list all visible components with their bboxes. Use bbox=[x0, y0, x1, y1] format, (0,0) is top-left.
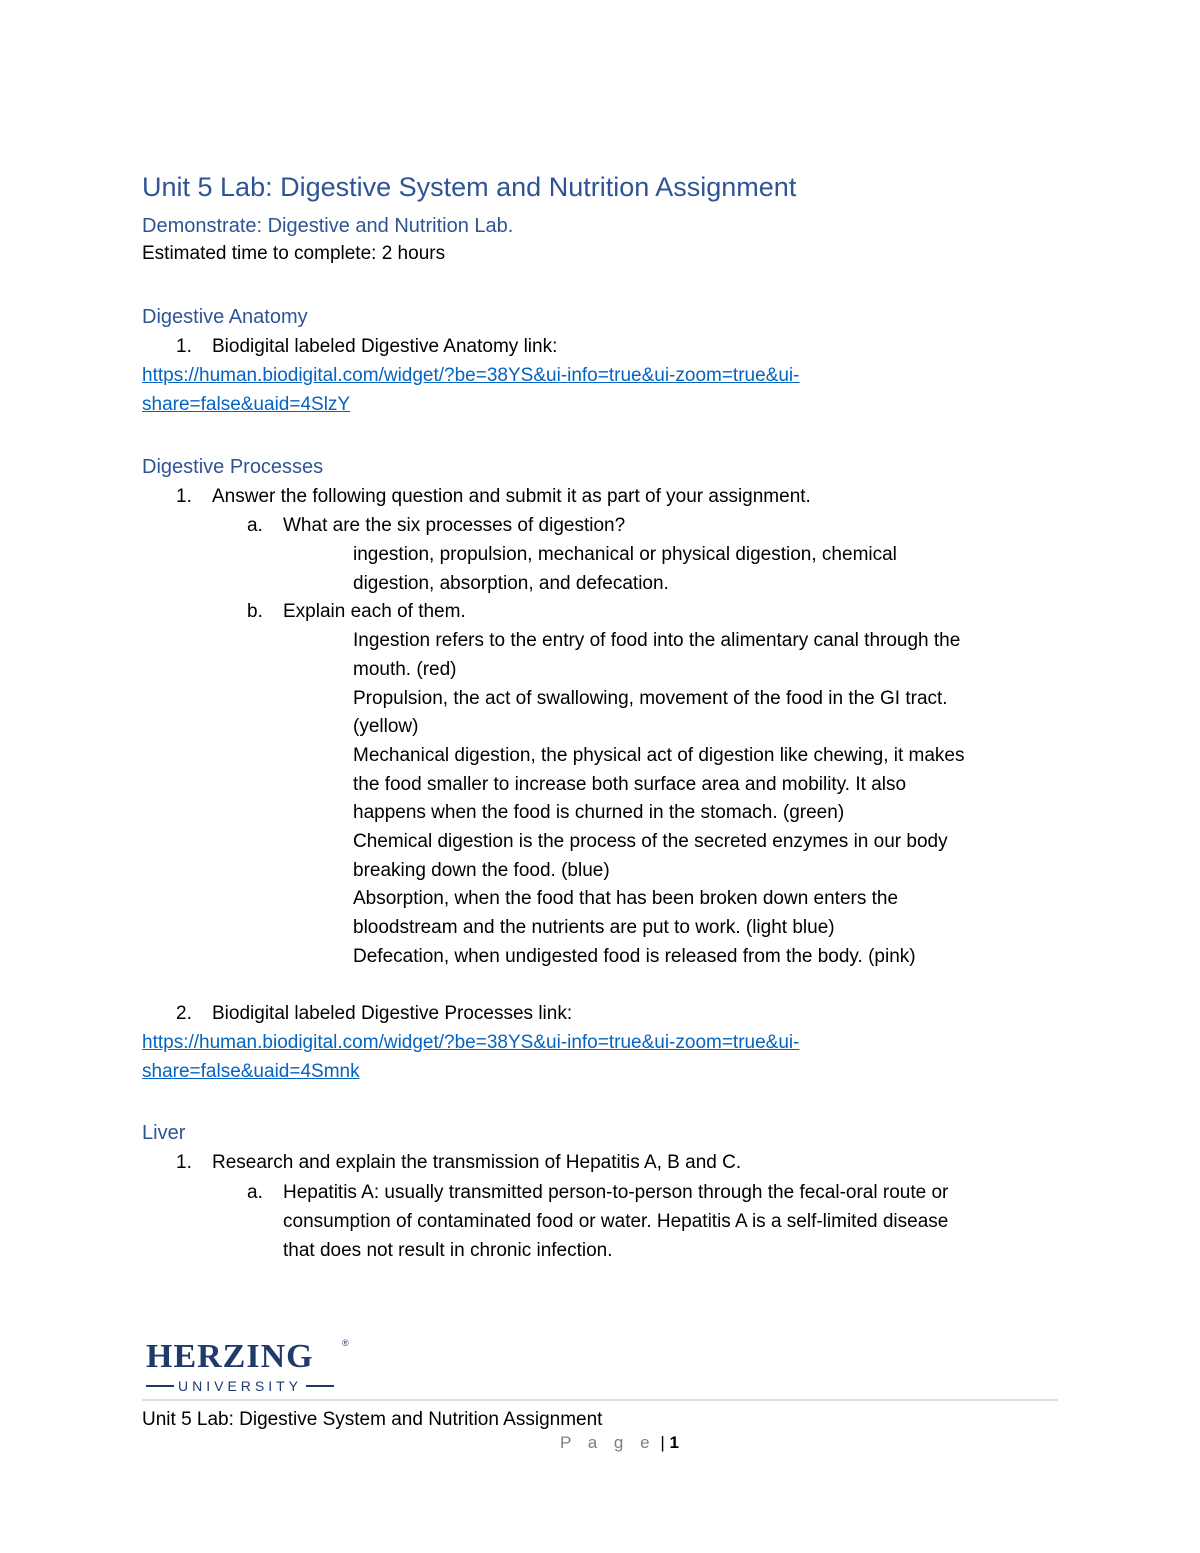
processes-link-line-2[interactable]: share=false&uaid=4Smnk bbox=[142, 1061, 360, 1082]
liver-item-1: Research and explain the transmission of Hepatitis A, B and C. bbox=[212, 1152, 742, 1173]
question-b: Explain each of them. bbox=[283, 601, 466, 622]
list-number: 1. bbox=[176, 336, 192, 357]
answer-b-line: bloodstream and the nutrients are put to work. (light blue) bbox=[353, 917, 835, 938]
page-number-value: 1 bbox=[669, 1433, 679, 1452]
processes-item-2: Biodigital labeled Digestive Processes link: bbox=[212, 1003, 573, 1024]
list-number: 2. bbox=[176, 1003, 192, 1024]
answer-b-line: Propulsion, the act of swallowing, movement of the food in the GI tract. bbox=[353, 688, 948, 709]
question-a: What are the six processes of digestion? bbox=[283, 515, 626, 536]
anatomy-item-1: Biodigital labeled Digestive Anatomy link: bbox=[212, 336, 558, 357]
anatomy-link-line-2[interactable]: share=false&uaid=4SlzY bbox=[142, 394, 351, 415]
logo-rule bbox=[146, 1385, 174, 1387]
answer-b-line: Defecation, when undigested food is released from the body. (pink) bbox=[353, 946, 916, 967]
logo-rule bbox=[306, 1385, 334, 1387]
anatomy-link-line-1[interactable]: https://human.biodigital.com/widget/?be=38YS&ui-info=true&ui-zoom=true&ui- bbox=[142, 365, 800, 386]
answer-b-line: (yellow) bbox=[353, 716, 419, 737]
registered-mark: ® bbox=[342, 1338, 349, 1348]
page-separator: | bbox=[660, 1433, 665, 1452]
page-label: P a g e bbox=[560, 1433, 656, 1452]
answer-b-line: breaking down the food. (blue) bbox=[353, 860, 610, 881]
estimated-time: Estimated time to complete: 2 hours bbox=[142, 243, 446, 264]
logo-wordmark: HERZING bbox=[146, 1338, 314, 1375]
page-number bbox=[560, 1433, 679, 1453]
list-number: 1. bbox=[176, 486, 192, 507]
list-letter: a. bbox=[247, 1182, 263, 1203]
answer-b-line: the food smaller to increase both surface area and mobility. It also bbox=[353, 774, 907, 795]
answer-b-line: happens when the food is churned in the stomach. (green) bbox=[353, 802, 845, 823]
hepatitis-a-line: Hepatitis A: usually transmitted person-to-person through the fecal-oral route or bbox=[283, 1182, 949, 1203]
list-number: 1. bbox=[176, 1152, 192, 1173]
answer-b-line: Absorption, when the food that has been broken down enters the bbox=[353, 888, 899, 909]
footer-divider bbox=[142, 1399, 1058, 1401]
processes-item-1: Answer the following question and submit it as part of your assignment. bbox=[212, 486, 811, 507]
list-letter: b. bbox=[247, 601, 263, 622]
processes-link-line-1[interactable]: https://human.biodigital.com/widget/?be=38YS&ui-info=true&ui-zoom=true&ui- bbox=[142, 1032, 800, 1053]
page-subtitle: Demonstrate: Digestive and Nutrition Lab. bbox=[142, 215, 514, 237]
answer-a-line: ingestion, propulsion, mechanical or physical digestion, chemical bbox=[353, 544, 897, 565]
answer-a-line: digestion, absorption, and defecation. bbox=[353, 573, 669, 594]
hepatitis-a-line: consumption of contaminated food or water. Hepatitis A is a self-limited disease bbox=[283, 1211, 949, 1232]
logo-subtitle-row bbox=[146, 1378, 350, 1394]
page-title: Unit 5 Lab: Digestive System and Nutrition Assignment bbox=[142, 172, 797, 202]
hepatitis-a-line: that does not result in chronic infection. bbox=[283, 1240, 613, 1261]
logo-subtitle: UNIVERSITY bbox=[178, 1378, 303, 1394]
footer-title: Unit 5 Lab: Digestive System and Nutrition Assignment bbox=[142, 1409, 603, 1430]
section-heading-processes: Digestive Processes bbox=[142, 456, 324, 478]
answer-b-line: Ingestion refers to the entry of food into the alimentary canal through the bbox=[353, 630, 961, 651]
section-heading-anatomy: Digestive Anatomy bbox=[142, 306, 308, 328]
answer-b-line: Mechanical digestion, the physical act of digestion like chewing, it makes bbox=[353, 745, 965, 766]
section-heading-liver: Liver bbox=[142, 1122, 186, 1144]
list-letter: a. bbox=[247, 515, 263, 536]
herzing-logo bbox=[146, 1338, 350, 1394]
answer-b-line: Chemical digestion is the process of the secreted enzymes in our body bbox=[353, 831, 948, 852]
answer-b-line: mouth. (red) bbox=[353, 659, 457, 680]
